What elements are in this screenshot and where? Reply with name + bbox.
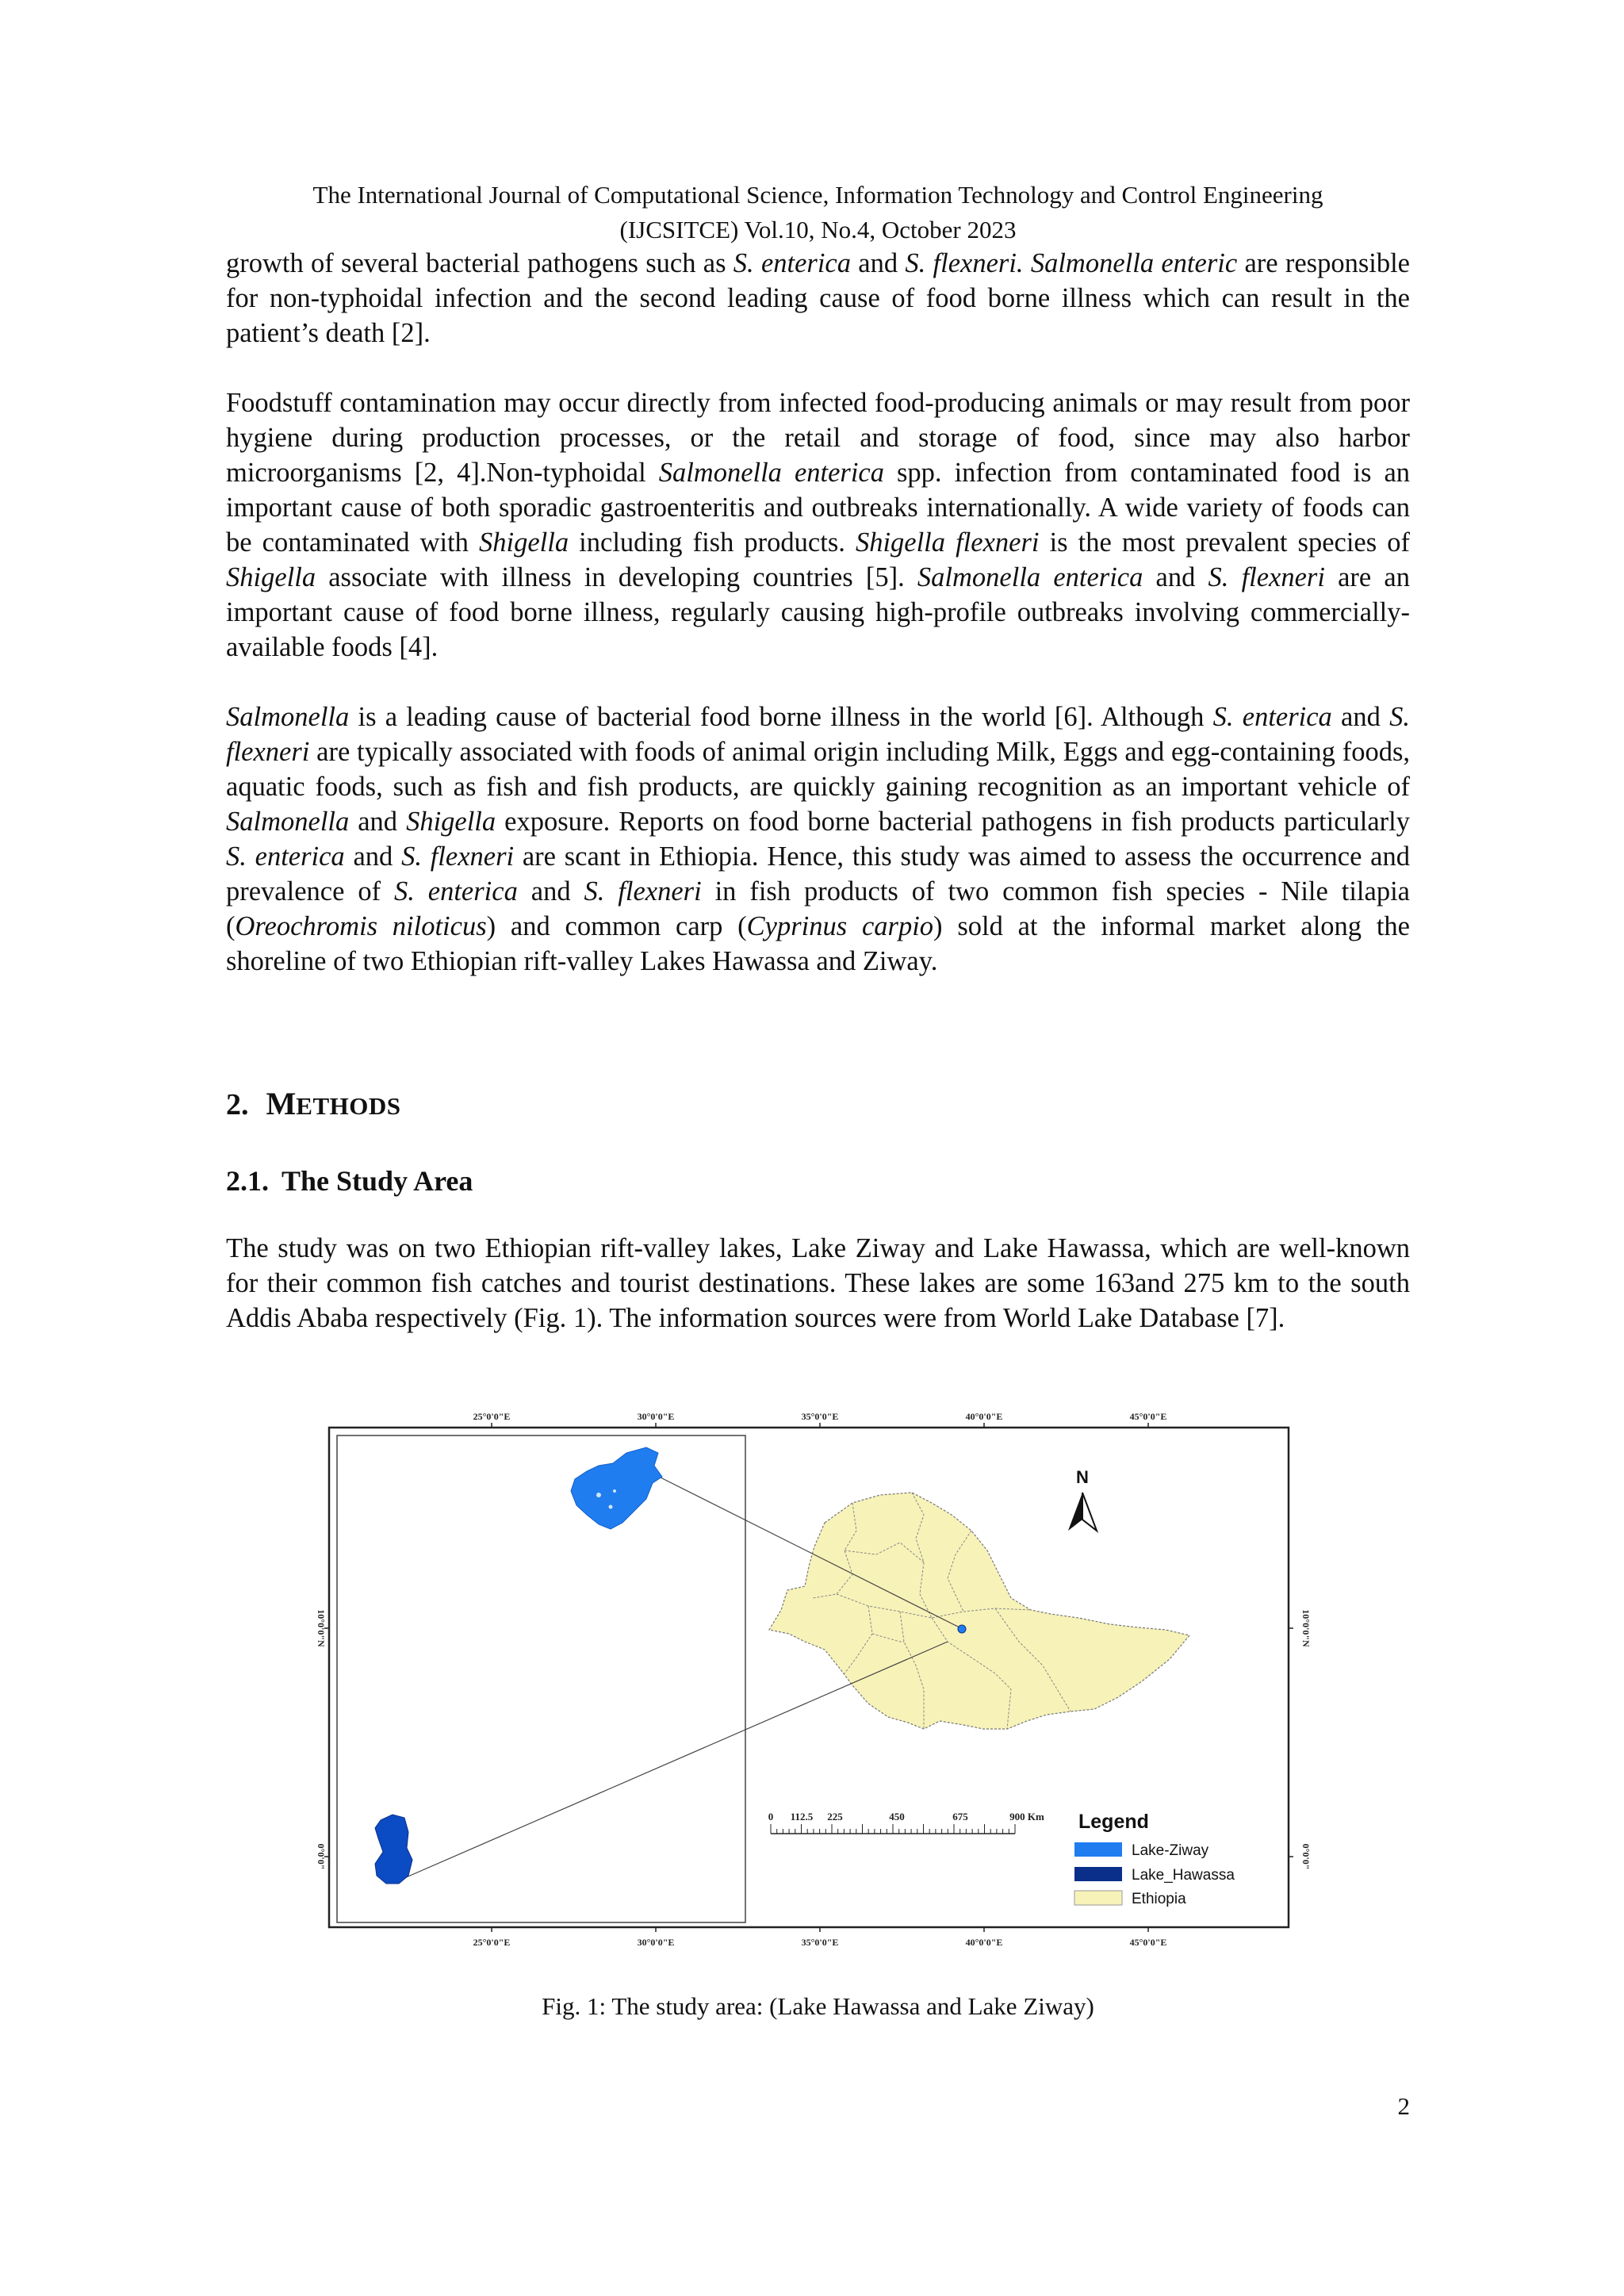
- svg-text:112.5: 112.5: [790, 1811, 814, 1823]
- intro-text: [226, 246, 1410, 979]
- lon-tick-bottom: 30°0'0"E: [637, 1937, 675, 1948]
- lon-tick-top: 30°0'0"E: [637, 1411, 675, 1422]
- lat-tick-right: 0°0'0": [1300, 1843, 1312, 1870]
- section-number: 2.: [226, 1088, 249, 1121]
- lon-tick-top: 40°0'0"E: [965, 1411, 1003, 1422]
- map-svg: [297, 1404, 1336, 1951]
- journal-header: [226, 178, 1410, 247]
- study-area-paragraph: The study was on two Ethiopian rift-valley lakes, Lake Ziway and Lake Hawassa, which are well-known for their common fish catches and tourist destinations. These lakes are some 163and 275 km to the south Addis Ababa respectively (Fig. 1). The information sources were from World Lake Database [7].: [226, 1233, 1410, 1333]
- svg-text:450: 450: [889, 1811, 905, 1823]
- paragraph-1: growth of several bacterial pathogens such as S. enterica and S. flexneri. Salmonella enteric are responsible for non-typhoidal infection and the second leading cause of food borne illness which can result in the patient’s death [2].: [226, 248, 1410, 348]
- paragraph-2: Foodstuff contamination may occur directly from infected food-producing animals or may result from poor hygiene during production processes, or the retail and storage of food, since may also harbor microorganisms [2, 4].Non-typhoidal Salmonella enterica spp. infection from contaminated food is an important cause of both sporadic gastroenteritis and outbreaks internationally. A wide variety of foods can be contaminated with Shigella including fish products. Shigella flexneri is the most prevalent species of Shigella associate with illness in developing countries [5]. Salmonella enterica and S. flexneri are an important cause of food borne illness, regularly causing high-profile outbreaks involving commercially-available foods [4].: [226, 388, 1411, 662]
- journal-issue: (IJCSITCE) Vol.10, No.4, October 2023: [619, 216, 1017, 243]
- subsection-title: The Study Area: [282, 1165, 473, 1197]
- legend-item-ethiopia: Ethiopia: [1132, 1891, 1186, 1907]
- lon-tick-bottom: 35°0'0"E: [801, 1937, 839, 1948]
- paragraph-3: Salmonella is a leading cause of bacterial food borne illness in the world [6]. Although S. enterica and S. flexneri are typically associated with foods of animal origin including Milk, Eggs and egg-containing foods, aquatic foods, such as fish and fish products, are quickly gaining recognition as an important vehicle of Salmonella and Shigella exposure. Reports on food borne bacterial pathogens in fish products particularly S. enterica and S. flexneri are scant in Ethiopia. Hence, this study was aimed to assess the occurrence and prevalence of S. enterica and S. flexneri in fish products of two common fish species - Nile tilapia (Oreochromis niloticus) and common carp (Cyprinus carpio) sold at the informal market along the shoreline of two Ethiopian rift-valley Lakes Hawassa and Ziway.: [226, 702, 1410, 976]
- ziway-location-marker: [958, 1625, 966, 1633]
- lat-tick-left: 10°0'0"N: [316, 1609, 327, 1647]
- north-label: N: [1076, 1467, 1089, 1487]
- lat-tick-left: 0°0'0": [316, 1843, 327, 1870]
- lon-tick-bottom: 40°0'0"E: [965, 1937, 1003, 1948]
- svg-text:900 Km: 900 Km: [1009, 1811, 1044, 1823]
- lon-tick-top: 45°0'0"E: [1129, 1411, 1167, 1422]
- study-area-map: [297, 1404, 1336, 1951]
- journal-title: The International Journal of Computational Science, Information Technology and Control Engineering: [312, 181, 1323, 209]
- subsection-heading-study-area: [226, 1164, 473, 1198]
- figure-caption: Fig. 1: The study area: (Lake Hawassa and Lake Ziway): [542, 1992, 1094, 2020]
- legend-swatch-ethiopia: [1074, 1891, 1122, 1905]
- lon-tick-bottom: 25°0'0"E: [473, 1937, 511, 1948]
- legend-title: Legend: [1078, 1811, 1149, 1833]
- lon-tick-bottom: 45°0'0"E: [1129, 1937, 1167, 1948]
- legend-item-hawassa: Lake_Hawassa: [1132, 1867, 1235, 1884]
- legend-swatch-ziway: [1074, 1842, 1122, 1857]
- lon-tick-top: 35°0'0"E: [801, 1411, 839, 1422]
- lon-tick-top: 25°0'0"E: [473, 1411, 511, 1422]
- page-number: 2: [1397, 2092, 1410, 2120]
- svg-text:0: 0: [768, 1811, 774, 1823]
- legend-swatch-hawassa: [1074, 1867, 1122, 1881]
- legend-item-ziway: Lake-Ziway: [1132, 1842, 1209, 1859]
- section-heading-methods: 2. METHODS: [226, 1086, 401, 1121]
- svg-text:675: 675: [952, 1811, 968, 1823]
- subsection-number: 2.1.: [226, 1165, 269, 1197]
- lat-tick-right: 10°0'0"N: [1300, 1609, 1312, 1647]
- svg-text:225: 225: [827, 1811, 843, 1823]
